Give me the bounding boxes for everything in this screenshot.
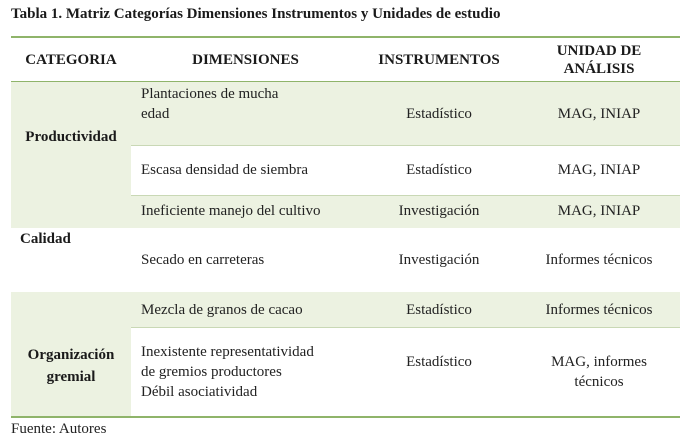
category-calidad: Calidad (20, 231, 71, 247)
category-organizacion-line2: gremial (46, 369, 96, 385)
row-separator (131, 327, 680, 328)
dim-line: edad (141, 106, 170, 122)
header-instrumentos: INSTRUMENTOS (378, 51, 500, 68)
table-row-3-dim: Ineficiente manejo del cultivo (141, 203, 321, 219)
category-organizacion (11, 344, 131, 388)
row-separator (131, 145, 680, 146)
dim-line: Inexistente representatividad (141, 344, 314, 360)
header-unidad (518, 38, 680, 81)
unidad-line: MAG, informes (551, 354, 647, 370)
unidad-line: técnicos (574, 374, 624, 390)
header-unidad-line1: UNIDAD DE (556, 42, 642, 59)
header-dimensiones: DIMENSIONES (192, 51, 299, 68)
header-unidad-line2: ANÁLISIS (563, 60, 635, 77)
table-row-1-unidad: MAG, INIAP (557, 106, 641, 122)
dim-line: Plantaciones de mucha (141, 86, 279, 102)
dim-line: de gremios productores (141, 364, 282, 380)
table-row-1-instrumento: Estadístico (406, 106, 472, 122)
bottom-rule (11, 416, 680, 418)
table-row-3-instrumento: Investigación (398, 203, 480, 219)
table-row-6-instrumento: Estadístico (406, 354, 472, 370)
table-row-5-instrumento: Estadístico (406, 302, 472, 318)
table-row-4-unidad: Informes técnicos (545, 252, 653, 268)
category-organizacion-line1: Organización (27, 347, 115, 363)
table-row-2-unidad: MAG, INIAP (557, 162, 641, 178)
dim-line: Débil asociatividad (141, 384, 258, 400)
table-row-1-dim (141, 84, 360, 124)
header-rule (11, 81, 680, 82)
category-productividad: Productividad (25, 129, 117, 145)
table-row-2-dim: Escasa densidad de siembra (141, 162, 309, 178)
table-row-6-unidad (518, 352, 680, 392)
table-row-4-dim: Secado en carreteras (141, 252, 265, 268)
source-note: Fuente: Autores (11, 421, 107, 437)
table-row-2-instrumento: Estadístico (406, 162, 472, 178)
table-row-3-unidad: MAG, INIAP (557, 203, 641, 219)
table-row-5-unidad: Informes técnicos (545, 302, 653, 318)
table-row-6-dim (141, 342, 370, 404)
table-row-5-dim: Mezcla de granos de cacao (141, 302, 303, 318)
table-row-4-instrumento: Investigación (398, 252, 480, 268)
table-title: Tabla 1. Matriz Categorías Dimensiones Instrumentos y Unidades de estudio (11, 6, 501, 22)
row-separator (131, 195, 680, 196)
header-categoria: CATEGORIA (25, 51, 117, 68)
